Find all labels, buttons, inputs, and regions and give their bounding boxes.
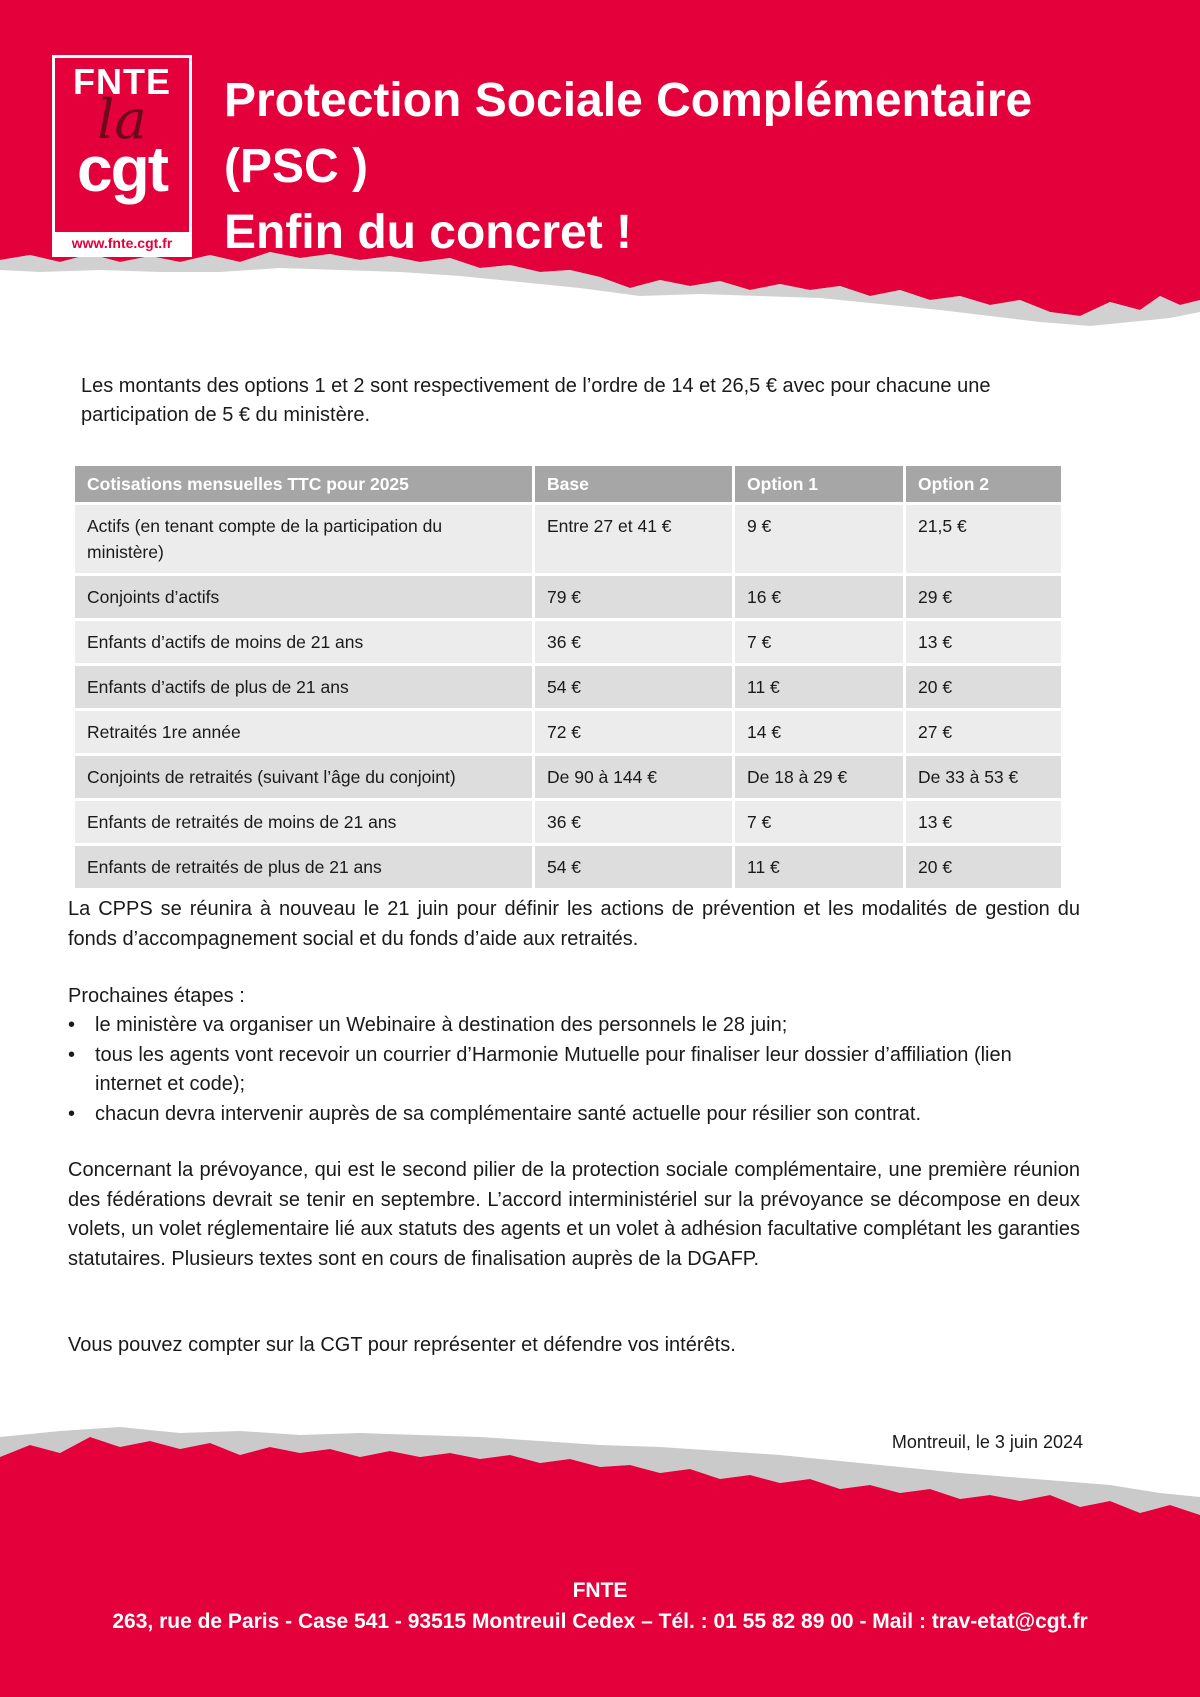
- table-cell: 21,5 €: [906, 505, 1061, 573]
- table-cell: De 90 à 144 €: [535, 756, 732, 798]
- table-cell: 16 €: [735, 576, 903, 618]
- footer-banner: [0, 1397, 1200, 1697]
- list-item-text: le ministère va organiser un Webinaire à destination des personnels le 28 juin;: [95, 1014, 788, 1036]
- table-cell: Enfants de retraités de moins de 21 ans: [75, 801, 532, 843]
- bullet-icon: •: [68, 1043, 76, 1066]
- table-cell: 7 €: [735, 801, 903, 843]
- table-row: [75, 711, 1061, 753]
- list-item-text: tous les agents vont recevoir un courrier d’Harmonie Mutuelle pour finaliser leur dossier d’affiliation (lien internet et code);: [95, 1043, 1012, 1095]
- table-cell: Actifs (en tenant compte de la participation du ministère): [75, 505, 532, 573]
- footer-address: 263, rue de Paris - Case 541 - 93515 Montreuil Cedex – Tél. : 01 55 82 89 00 - Mail : trav-etat@cgt.fr: [112, 1610, 1088, 1633]
- table-row: [75, 576, 1061, 618]
- table-header-cell: Option 2: [906, 466, 1061, 502]
- steps-title: Prochaines étapes :: [68, 985, 245, 1007]
- table-cell: Entre 27 et 41 €: [535, 505, 732, 573]
- table-header-cell: Base: [535, 466, 732, 502]
- table-cell: Conjoints d’actifs: [75, 576, 532, 618]
- table-row: [75, 666, 1061, 708]
- table-cell: 20 €: [906, 666, 1061, 708]
- table-cell: 36 €: [535, 801, 732, 843]
- list-item: [68, 1041, 1080, 1100]
- table-row: [75, 756, 1061, 798]
- table-header-cell: Option 1: [735, 466, 903, 502]
- table-cell: 13 €: [906, 621, 1061, 663]
- table-cell: 9 €: [735, 505, 903, 573]
- logo-cgt: cgt: [77, 133, 167, 205]
- title-line-3: Enfin du concret !: [224, 206, 632, 259]
- table-row: [75, 801, 1061, 843]
- table-cell: 36 €: [535, 621, 732, 663]
- table-cell: 72 €: [535, 711, 732, 753]
- table-cell: Enfants d’actifs de moins de 21 ans: [75, 621, 532, 663]
- table-cell: Conjoints de retraités (suivant l’âge du conjoint): [75, 756, 532, 798]
- table-cell: Enfants d’actifs de plus de 21 ans: [75, 666, 532, 708]
- title-line-1: Protection Sociale Complémentaire: [224, 74, 1033, 127]
- paragraph-cpps: La CPPS se réunira à nouveau le 21 juin pour définir les actions de prévention et les modalités de gestion du fonds d’accompagnement social et du fonds d’aide aux retraités.: [68, 898, 1080, 950]
- table-row: [75, 505, 1061, 573]
- list-item: [68, 1011, 1080, 1041]
- table-cell: 11 €: [735, 846, 903, 888]
- table-cell: Enfants de retraités de plus de 21 ans: [75, 846, 532, 888]
- bullet-icon: •: [68, 1102, 76, 1125]
- table-cell: 11 €: [735, 666, 903, 708]
- footer-org: FNTE: [572, 1579, 628, 1602]
- table-cell: 20 €: [906, 846, 1061, 888]
- cotisations-table: [72, 463, 1064, 891]
- table-cell: 29 €: [906, 576, 1061, 618]
- list-item: [68, 1100, 1080, 1130]
- logo-fnte: FNTE: [73, 61, 171, 102]
- table-cell: 79 €: [535, 576, 732, 618]
- table-cell: De 18 à 29 €: [735, 756, 903, 798]
- intro-paragraph: Les montants des options 1 et 2 sont respectivement de l’ordre de 14 et 26,5 € avec pour chacune une participation de 5 € du ministère.: [81, 375, 991, 426]
- table-cell: De 33 à 53 €: [906, 756, 1061, 798]
- table-cell: 27 €: [906, 711, 1061, 753]
- table-cell: 14 €: [735, 711, 903, 753]
- paragraph-prevoyance: Concernant la prévoyance, qui est le second pilier de la protection sociale complémentaire, une première réunion des fédérations devrait se tenir en septembre. L’accord interministériel sur la prévoyance se décompose en deux volets, un volet réglementaire lié aux statuts des agents et un volet à adhésion facultative complétant les garanties statutaires. Plusieurs textes sont en cours de finalisation auprès de la DGAFP.: [68, 1159, 1080, 1270]
- fnte-cgt-logo: [52, 55, 192, 257]
- logo-url: www.fnte.cgt.fr: [55, 232, 189, 254]
- paragraph-closing: Vous pouvez compter sur la CGT pour représenter et défendre vos intérêts.: [68, 1334, 736, 1356]
- list-item-text: chacun devra intervenir auprès de sa complémentaire santé actuelle pour résilier son contrat.: [95, 1102, 921, 1125]
- steps-list: [68, 1011, 1080, 1129]
- table-header-row: [75, 466, 1061, 502]
- table-cell: 13 €: [906, 801, 1061, 843]
- table-cell: 54 €: [535, 666, 732, 708]
- table-cell: 54 €: [535, 846, 732, 888]
- table-row: [75, 621, 1061, 663]
- table-cell: 7 €: [735, 621, 903, 663]
- document-date: Montreuil, le 3 juin 2024: [891, 1432, 1083, 1452]
- table-cell: Retraités 1re année: [75, 711, 532, 753]
- table-row: [75, 846, 1061, 888]
- logo-la: la: [97, 88, 147, 151]
- title-line-2: (PSC ): [224, 140, 368, 193]
- table-header-cell: Cotisations mensuelles TTC pour 2025: [75, 466, 532, 502]
- bullet-icon: •: [68, 1014, 76, 1036]
- page-title: [224, 68, 1032, 266]
